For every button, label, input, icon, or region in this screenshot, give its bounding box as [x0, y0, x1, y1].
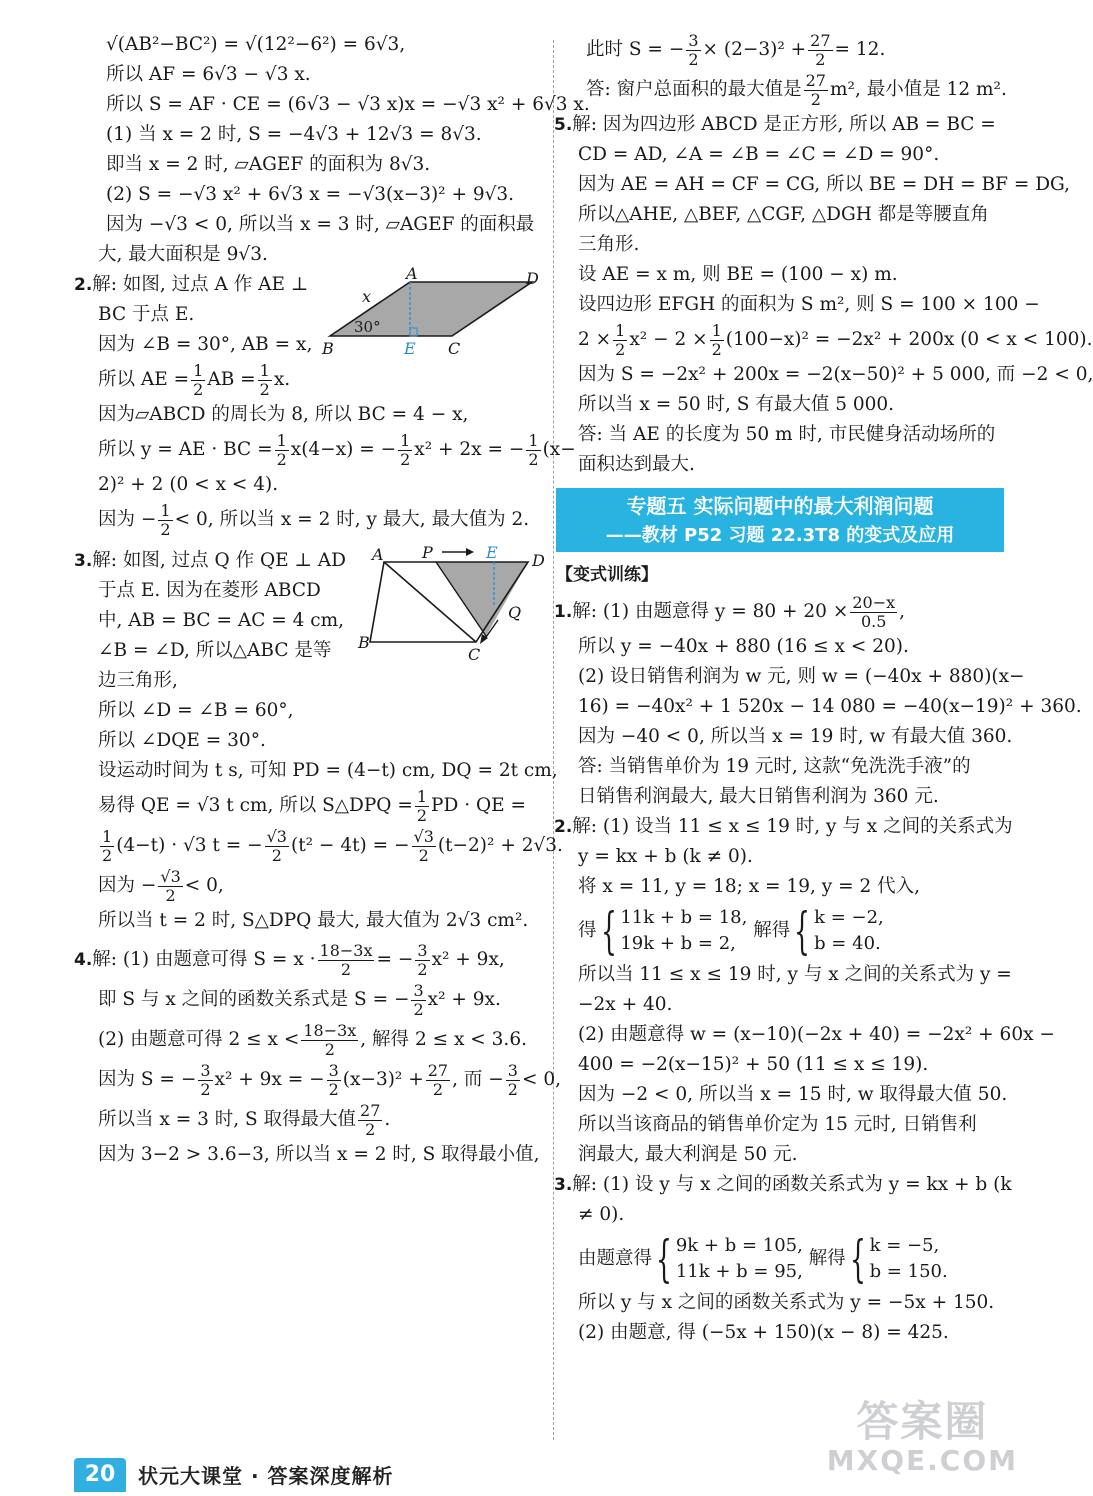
numerator: √3: [160, 866, 181, 886]
text-span: 解得: [753, 920, 791, 941]
text-span: = 12.: [834, 39, 886, 60]
equation: 19k + b = 2,: [620, 933, 736, 954]
text-line: 2)² + 2 (0 < x < 4).: [98, 474, 279, 495]
arrow-p-head: [466, 548, 474, 556]
brace: {: [600, 902, 617, 960]
denominator: 2: [528, 449, 539, 469]
fraction: [613, 322, 627, 358]
text-line: 将 x = 11, y = 18; x = 19, y = 2 代入,: [578, 876, 920, 897]
text-span: x.: [273, 369, 291, 390]
label-q: Q: [508, 603, 522, 622]
section-tag: 【变式训练】: [556, 565, 658, 585]
exercise-1: [554, 592, 1082, 812]
text-line: 所以 ∠DQE = 30°.: [98, 730, 266, 751]
text-span: (100−x)² = −2x² + 200x (0 < x < 100).: [725, 329, 1093, 350]
numerator: 27: [810, 30, 831, 50]
text-line: 所以 y = −40x + 880 (16 ≤ x < 20).: [578, 636, 909, 657]
text-span: x² + 9x.: [427, 989, 501, 1010]
problem-number: 2.: [554, 817, 573, 837]
banner-subtitle: ——教材 P52 习题 22.3T8 的变式及应用: [605, 525, 955, 546]
column-divider: [553, 40, 554, 1440]
text-line: 所以当 x = 50 时, S 有最大值 5 000.: [578, 394, 895, 415]
text-line: 所以 S = AF · CE = (6√3 − √3 x)x = −√3 x² + 6√3 x.: [106, 94, 590, 115]
text-line: 所以 y 与 x 之间的函数关系式为 y = −5x + 150.: [578, 1292, 995, 1313]
fraction: [398, 432, 412, 468]
fraction: [318, 942, 375, 978]
text-line: 所以 AF = 6√3 − √3 x.: [106, 64, 311, 85]
fraction: [686, 32, 700, 68]
numerator: 18−3x: [303, 1020, 357, 1040]
text-line: 润最大, 最大利润是 50 元.: [578, 1144, 798, 1165]
text-span: 因为 S = −: [98, 1069, 197, 1090]
problem-number: 3.: [74, 551, 93, 571]
text-line: 设运动时间为 t s, 可知 PD = (4−t) cm, DQ = 2t cm,: [98, 760, 558, 781]
text-span: (x−: [542, 439, 576, 460]
denominator: 2: [615, 339, 626, 359]
denominator: 2: [418, 845, 429, 865]
text-line: 因为 ∠B = 30°, AB = x,: [98, 334, 313, 355]
text-line: 答: 当销售单价为 19 元时, 这款“免洗洗手液”的: [578, 756, 971, 777]
text-line: −2x + 40.: [578, 994, 673, 1015]
text-line: CD = AD, ∠A = ∠B = ∠C = ∠D = 90°.: [578, 144, 940, 165]
text-line: 中, AB = BC = AC = 4 cm,: [98, 610, 345, 631]
text-line: 所以 ∠D = ∠B = 60°,: [98, 700, 294, 721]
denominator: 2: [711, 339, 722, 359]
watermark-top: 答案圈: [856, 1397, 989, 1446]
problem-4: [74, 940, 561, 1170]
text-line: ∠B = ∠D, 所以△ABC 是等: [98, 640, 332, 661]
fraction: [412, 828, 436, 864]
page-number: 20: [74, 1458, 126, 1492]
right-column: [554, 30, 1093, 1348]
fraction: [275, 432, 289, 468]
denominator: 2: [400, 449, 411, 469]
label-a: A: [406, 264, 418, 283]
text-span: < 0, 所以当 x = 2 时, y 最大, 最大值为 2.: [174, 509, 530, 530]
equation: 11k + b = 18,: [620, 907, 748, 928]
parallelogram-figure: [322, 264, 542, 358]
fraction: [100, 828, 114, 864]
fraction: [415, 788, 429, 824]
text-line: 于点 E. 因为在菱形 ABCD: [98, 580, 321, 601]
angle-label: 30°: [354, 318, 381, 336]
label-d: D: [532, 551, 545, 570]
fraction: [158, 868, 182, 904]
text-span: (2) 由题意可得 2 ≤ x <: [98, 1029, 300, 1050]
left-column: [74, 30, 590, 1170]
denominator: 2: [416, 805, 428, 825]
text-span: 因为 −: [98, 509, 157, 530]
numerator: 1: [102, 826, 113, 846]
text-line: 所以当 11 ≤ x ≤ 19 时, y 与 x 之间的关系式为 y =: [578, 964, 1012, 985]
equation: 9k + b = 105,: [675, 1235, 803, 1256]
numerator: 1: [615, 320, 626, 340]
text-line: 因为 AE = AH = CF = CG, 所以 BE = DH = BF = DG,: [578, 174, 1071, 195]
fraction: [258, 362, 272, 398]
topic-banner: [556, 488, 1004, 552]
equation: b = 150.: [869, 1261, 948, 1282]
equation: k = −2,: [814, 907, 884, 928]
denominator: 2: [432, 1079, 443, 1099]
numerator: 27: [360, 1100, 381, 1120]
fraction: [198, 1062, 212, 1098]
text-span: 所以 y = AE · BC =: [98, 439, 273, 460]
text-line: 设四边形 EFGH 的面积为 S m², 则 S = 100 × 100 −: [578, 294, 1040, 315]
exercise-2: [554, 812, 1055, 1170]
numerator: 3: [417, 940, 428, 960]
fraction: [327, 1062, 341, 1098]
fraction: [265, 828, 289, 864]
text-span: (t² − 4t) = −: [290, 835, 410, 856]
text-span: 由题意得: [578, 1248, 653, 1269]
denominator: 2: [810, 89, 821, 109]
text-line: y = kx + b (k ≠ 0).: [578, 846, 753, 867]
label-e: E: [404, 339, 416, 358]
text-line: 因为 S = −2x² + 200x = −2(x−50)² + 5 000, 而 −2 < 0,: [578, 364, 1093, 385]
text-span: x² + 9x = −: [214, 1069, 325, 1090]
numerator: 3: [413, 980, 424, 1000]
text-span: (4−t) · √3 t = −: [116, 835, 263, 856]
text-line: (2) 由题意得 w = (x−10)(−2x + 40) = −2x² + 60x −: [578, 1024, 1055, 1045]
text-line: 所以当该商品的销售单价定为 15 元时, 日销售利: [578, 1114, 977, 1135]
label-b: B: [358, 633, 370, 652]
text-span: 解: (1) 由题意可得 S = x ·: [92, 949, 316, 970]
text-line: BC 于点 E.: [98, 304, 195, 325]
equation: b = 40.: [814, 933, 881, 954]
numerator: 1: [400, 430, 411, 450]
denominator: 2: [271, 845, 282, 865]
text-line: (2) S = −√3 x² + 6√3 x = −√3(x−3)² + 9√3.: [106, 184, 515, 205]
denominator: 2: [259, 379, 270, 399]
text-line: 所以△AHE, △BEF, △CGF, △DGH 都是等腰直角: [578, 204, 989, 225]
text-line: 即当 x = 2 时, ▱AGEF 的面积为 8√3.: [106, 154, 431, 175]
brace: {: [794, 902, 811, 960]
denominator: 2: [276, 449, 287, 469]
denominator: 2: [193, 379, 204, 399]
text-line: 16) = −40x² + 1 520x − 14 080 = −40(x−19)² + 360.: [578, 696, 1082, 717]
text-span: m², 最小值是 12 m².: [829, 79, 1007, 100]
denominator: 2: [365, 1119, 376, 1139]
numerator: 27: [427, 1060, 449, 1080]
text-line: (2) 设日销售利润为 w 元, 则 w = (−40x + 880)(x−: [578, 666, 1025, 687]
text-span: 此时 S = −: [586, 39, 685, 60]
text-span: = −: [376, 949, 414, 970]
rhombus-figure: [358, 543, 545, 666]
text-span: , 而 −: [452, 1069, 504, 1090]
label-a: A: [372, 545, 384, 564]
text-span: < 0,: [521, 1069, 561, 1090]
label-c: C: [448, 339, 461, 358]
text-span: 2 ×: [578, 329, 612, 350]
fraction: [710, 322, 724, 358]
label-p: P: [422, 543, 433, 562]
text-line: √(AB²−BC²) = √(12²−6²) = 6√3,: [106, 34, 406, 55]
text-line: 400 = −2(x−15)² + 50 (11 ≤ x ≤ 19).: [578, 1054, 929, 1075]
text-span: (x−3)² +: [342, 1069, 424, 1090]
text-span: AB =: [207, 369, 256, 390]
label-c: C: [468, 645, 481, 664]
text-line: 因为▱ABCD 的周长为 8, 所以 BC = 4 − x,: [98, 404, 469, 425]
equation-system: [814, 905, 884, 957]
watermark-logo: [826, 1397, 1018, 1478]
solution-continued: [88, 30, 590, 270]
text-line: (2) 由题意, 得 (−5x + 150)(x − 8) = 425.: [578, 1322, 949, 1343]
denominator: 0.5: [861, 611, 887, 631]
text-line: 解: 如图, 过点 A 作 AE ⊥: [92, 274, 309, 295]
denominator: 2: [507, 1079, 518, 1099]
text-span: PD · QE =: [431, 795, 527, 816]
text-line: 因为 3−2 > 3.6−3, 所以当 x = 2 时, S 取得最小值,: [98, 1144, 540, 1165]
text-line: 解: 如图, 过点 Q 作 QE ⊥ AD: [92, 550, 347, 571]
fraction: [358, 1102, 382, 1138]
equation-system: [676, 1233, 803, 1285]
text-span: 所以 AE =: [98, 369, 190, 390]
brace: {: [655, 1230, 672, 1288]
text-span: × (2−3)² +: [702, 39, 807, 60]
text-line: 因为 −√3 < 0, 所以当 x = 3 时, ▱AGEF 的面积最: [106, 214, 535, 235]
text-span: x² − 2 ×: [629, 329, 708, 350]
equation: 11k + b = 95,: [675, 1261, 803, 1282]
problem-number: 1.: [554, 602, 573, 622]
text-span: 答: 窗户总面积的最大值是: [586, 79, 802, 100]
numerator: 20−x: [852, 592, 896, 612]
text-line: 边三角形,: [98, 670, 178, 691]
numerator: 1: [259, 360, 270, 380]
problem-3: [74, 543, 563, 936]
numerator: 3: [507, 1060, 518, 1080]
fraction: [411, 982, 425, 1018]
fraction: [808, 32, 832, 68]
problem-2: [74, 264, 576, 540]
text-line: 日销售利润最大, 最大日销售利润为 360 元.: [578, 786, 939, 807]
fraction: [301, 1022, 358, 1058]
equation-system: [620, 905, 747, 957]
problem-number: 2.: [74, 275, 93, 295]
text-span: x² + 2x = −: [414, 439, 525, 460]
banner-title: 专题五 实际问题中的最大利润问题: [626, 494, 934, 518]
text-span: 所以当 x = 3 时, S 取得最大值: [98, 1109, 357, 1130]
text-line: 解: (1) 设 y 与 x 之间的函数关系式为 y = kx + b (k: [572, 1174, 1012, 1195]
fraction: [426, 1062, 450, 1098]
text-span: 解: (1) 由题意得 y = 80 + 20 ×: [572, 601, 849, 622]
text-span: , 解得 2 ≤ x < 3.6.: [360, 1029, 527, 1050]
problem-number: 5.: [554, 115, 573, 135]
text-span: 易得 QE = √3 t cm, 所以 S△DPQ =: [98, 795, 413, 816]
numerator: √3: [266, 826, 287, 846]
problem-5: [554, 110, 1093, 480]
fraction: [158, 502, 172, 538]
label-b: B: [322, 339, 334, 358]
fraction: [850, 594, 897, 630]
numerator: 3: [328, 1060, 339, 1080]
text-span: x² + 9x,: [431, 949, 505, 970]
text-span: 因为 −: [98, 875, 157, 896]
text-line: 面积达到最大.: [578, 454, 695, 475]
text-line: 大, 最大面积是 9√3.: [98, 244, 268, 265]
denominator: 2: [417, 959, 428, 979]
label-e: E: [486, 543, 498, 562]
text-span: .: [384, 1109, 391, 1130]
numerator: 1: [276, 430, 287, 450]
fraction: [804, 72, 828, 108]
text-line: 因为 −2 < 0, 所以当 x = 15 时, w 取得最大值 50.: [578, 1084, 1008, 1105]
book-brand: 状元大课堂 · 答案深度解析: [138, 1464, 394, 1488]
label-d: D: [526, 269, 539, 288]
fraction: [191, 362, 205, 398]
fraction: [526, 432, 540, 468]
text-span: 得: [578, 920, 597, 941]
numerator: 18−3x: [319, 940, 373, 960]
brace: {: [849, 1230, 866, 1288]
equation: k = −5,: [869, 1235, 940, 1256]
equation-system: [870, 1233, 948, 1285]
fraction: [506, 1062, 520, 1098]
text-line: 三角形.: [578, 234, 640, 255]
numerator: 1: [528, 430, 539, 450]
text-span: x(4−x) = −: [290, 439, 397, 460]
text-line: 答: 当 AE 的长度为 50 m 时, 市民健身活动场所的: [578, 424, 996, 445]
solution-continued: [568, 30, 1018, 110]
problem-number: 3.: [554, 1175, 573, 1195]
text-span: < 0,: [184, 875, 224, 896]
numerator: 3: [200, 1060, 211, 1080]
label-x: x: [362, 287, 372, 306]
text-line: 因为 −40 < 0, 所以当 x = 19 时, w 有最大值 360.: [578, 726, 1013, 747]
text-line: 所以当 t = 2 时, S△DPQ 最大, 最大值为 2√3 cm².: [98, 910, 529, 931]
numerator: 1: [193, 360, 204, 380]
text-line: ≠ 0).: [578, 1204, 625, 1225]
denominator: 2: [165, 885, 176, 905]
denominator: 2: [815, 49, 826, 69]
denominator: 2: [413, 999, 424, 1019]
shaded-triangle: [436, 562, 528, 636]
text-span: 解得: [808, 1248, 846, 1269]
numerator: 3: [688, 30, 699, 50]
denominator: 2: [102, 845, 113, 865]
numerator: 1: [416, 786, 428, 806]
denominator: 2: [160, 519, 171, 539]
exercise-3: [554, 1170, 1018, 1348]
text-span: ,: [899, 601, 906, 622]
numerator: 1: [160, 500, 171, 520]
denominator: 2: [200, 1079, 211, 1099]
text-line: 设 AE = x m, 则 BE = (100 − x) m.: [578, 264, 898, 285]
denominator: 2: [340, 959, 352, 979]
text-line: 解: 因为四边形 ABCD 是正方形, 所以 AB = BC =: [572, 114, 996, 135]
text-line: (1) 当 x = 2 时, S = −4√3 + 12√3 = 8√3.: [106, 124, 482, 145]
text-line: 解: (1) 设当 11 ≤ x ≤ 19 时, y 与 x 之间的关系式为: [572, 816, 1013, 837]
text-span: 即 S 与 x 之间的函数关系式是 S = −: [98, 989, 410, 1010]
text-span: (t−2)² + 2√3.: [437, 835, 563, 856]
page-footer: [74, 1456, 494, 1496]
numerator: √3: [413, 826, 434, 846]
denominator: 2: [328, 1079, 339, 1099]
denominator: 2: [688, 49, 699, 69]
numerator: 1: [711, 320, 722, 340]
numerator: 27: [805, 70, 826, 90]
watermark-bottom: MXQE.COM: [826, 1444, 1018, 1477]
problem-number: 4.: [74, 950, 93, 970]
fraction: [415, 942, 429, 978]
denominator: 2: [324, 1039, 335, 1059]
